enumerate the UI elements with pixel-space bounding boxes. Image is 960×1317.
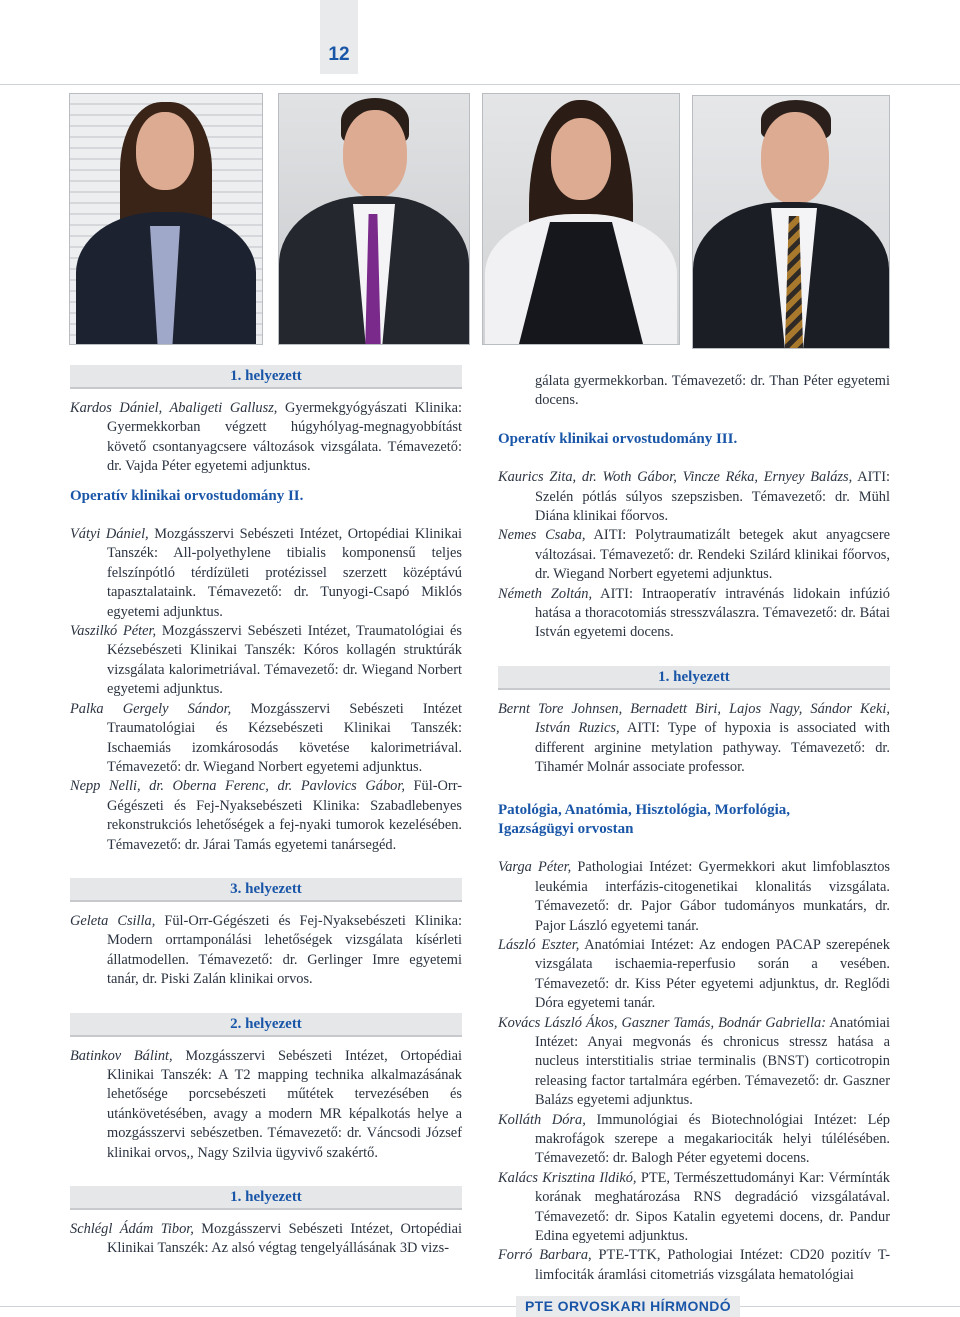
entry: Kovács László Ákos, Gaszner Tamás, Bodnár Gabriella: Anatómiai Intézet: Anyai megvonás és chronicus stressz hatása a nucleus interstitialis striae terminalis (BNST) corticotropin releasing factor tartalmára egérben. Témavezető: dr. Gaszner Balázs egyetemi adjunktus. xyxy=(498,1014,890,1109)
entry: Geleta Csilla, Fül-Orr-Gégészeti és Fej-Nyaksebészeti Klinika: Modern orrtamponálási lehetőségek vizsgálata kísérleti állatmodellen. Témavezető: dr. Gerlinger Imre egyetemi tanár, dr. Piski Zalán klinikai orvos. xyxy=(70,912,462,988)
entry: Varga Péter, Pathologiai Intézet: Gyermekkori akut limfoblasztos leukémia interfázis-citogenetikai klonalitás vizsgálata. Témavezető: dr. Pajor Gábor tudományos munkatárs, dr. Pajor László egyetemi tanár. xyxy=(498,859,890,934)
footer-rule xyxy=(0,1306,960,1307)
placement-band: 2. helyezett xyxy=(70,1013,462,1037)
placement-band: 1. helyezett xyxy=(498,666,890,690)
entry: Nepp Nelli, dr. Oberna Ferenc, dr. Pavlovics Gábor, Fül-Orr-Gégészeti és Fej-Nyaksebészeti Klinika: Szabadlebenyes rekonstrukciós lehetőségek a fej-nyaki tumorok kezelésében. Témavezető: dr. Járai Tamás egyetemi tanársegéd. xyxy=(70,778,462,853)
entry: Kalács Krisztina Ildikó, PTE, Természettudományi Kar: Vérmínták korának meghatározása RNS degradáció vizsgálatával. Témavezető: dr. Sipos Katalin egyetemi docens, dr. Pandur Edina egyetemi adjunktus. xyxy=(498,1169,890,1245)
entry: Németh Zoltán, AITI: Intraoperatív intravénás lidokain infúzió hatása a thoracotomiás stresszválaszra. Témavezető: dr. Bátai István egyetemi docens. xyxy=(498,585,890,641)
section-heading: Patológia, Anatómia, Hisztológia, Morfológia, Igazságügyi orvostan xyxy=(498,801,791,837)
portrait-photo-1 xyxy=(69,93,263,345)
placement-band: 1. helyezett xyxy=(70,1186,462,1210)
entry: Schlégl Ádám Tibor, Mozgásszervi Sebészeti Intézet, Ortopédiai Klinikai Tanszék: Az alsó végtag tengelyállásának 3D vizs- xyxy=(70,1221,462,1257)
entry-continuation: gálata gyermekkorban. Témavezető: dr. Than Péter egyetemi docens. xyxy=(535,373,890,409)
entry: Nemes Csaba, AITI: Polytraumatizált betegek akut anyagcsere változásai. Témavezető: dr. Rendeki Szilárd klinikai főorvos, dr. Wiegand Norbert egyetemi adjunktus. xyxy=(498,527,890,583)
section-heading: Operatív klinikai orvostudomány III. xyxy=(498,430,738,447)
entry: Vátyi Dániel, Mozgásszervi Sebészeti Intézet, Ortopédiai Klinikai Tanszék: All-polyethylene tibialis komponensű teljes felszínpótló térdízületi protézissel szerzett középtávú tapasztalataink. Témavezető: dr. Tunyogi-Csapó Miklós egyetemi adjunktus. xyxy=(70,526,463,620)
entry: Kardos Dániel, Abaligeti Gallusz, Gyermekgyógyászati Klinika: Gyermekkorban végzett húgyhólyag-megnagyobbítást követő csontanyagcsere változások vizsgálata. Témavezető: dr. Vajda Péter egyetemi adjunktus. xyxy=(70,400,463,475)
entry: László Eszter, Anatómiai Intézet: Az endogen PACAP szerepének vizsgálata ischaemia-reperfusio során a vesében. Témavezető: dr. Kiss Péter egyetemi adjunktus, dr. Reglődi Dóra egyetemi tanár. xyxy=(498,936,890,1012)
entry: Forró Barbara, PTE-TTK, Pathologiai Intézet: CD20 pozitív T-limfociták áramlási citometriás vizsgálata hematológiai xyxy=(498,1247,890,1283)
header-rule xyxy=(0,84,960,85)
entry: Batinkov Bálint, Mozgásszervi Sebészeti Intézet, Ortopédiai Klinikai Tanszék: A T2 mapping technika alkalmazásának lehetősége porcsebészeti műtétek tervezésében és utánkövetésében, avagy a modern MR képalkotás helye a mozgásszervi sebészetben. Témavezető: dr. Váncsodi József klinikai orvos,, Nagy Szilvia ügyvivő szakértő. xyxy=(70,1047,462,1161)
portrait-photo-2 xyxy=(278,93,470,345)
placement-band: 3. helyezett xyxy=(70,878,462,902)
entry: Kolláth Dóra, Immunológiai és Biotechnológiai Intézet: Lép makrofágok szerepe a megakariociták helyi túlélésében. Témavezető: dr. Balogh Péter egyetemi docens. xyxy=(498,1111,890,1167)
left-column xyxy=(70,365,462,1259)
portrait-photo-3 xyxy=(482,93,680,345)
entry: Kaurics Zita, dr. Woth Gábor, Vincze Réka, Ernyey Balázs, AITI: Szelén pótlás súlyos szepszisben. Témavezető: dr. Mühl Diána klinikai főorvos. xyxy=(498,469,890,525)
entry: Palka Gergely Sándor, Mozgásszervi Sebészeti Intézet Traumatológiai és Kézsebészeti Klinikai Tanszék: Ischaemiás izomkárosodás követése kalorimetriával. Témavezető: dr. Wiegand Norbert egyetemi adjunktus. xyxy=(70,700,462,775)
right-column xyxy=(498,372,890,1285)
footer-title: PTE ORVOSKARI HÍRMONDÓ xyxy=(516,1296,740,1317)
entry: Bernt Tore Johnsen, Bernadett Biri, Lajos Nagy, Sándor Keki, István Ruzics, AITI: Type of hypoxia is associated with different arginine metylation pathyway. Témavezető: dr. Tihamér Molnár associate professor. xyxy=(498,700,890,776)
portrait-photo-4 xyxy=(692,95,890,349)
placement-band: 1. helyezett xyxy=(70,365,462,389)
page-number-tab xyxy=(320,0,358,74)
entry: Vaszilkó Péter, Mozgásszervi Sebészeti Intézet, Traumatológiai és Kézsebészeti Klinikai Tanszék: Kóros kollagén struktúrák vizsgálata kalorimetriával. Témavezető: dr. Wiegand Norbert egyetemi adjunktus. xyxy=(70,623,462,698)
page-number: 12 xyxy=(328,44,350,65)
section-heading: Operatív klinikai orvostudomány II. xyxy=(70,487,304,504)
